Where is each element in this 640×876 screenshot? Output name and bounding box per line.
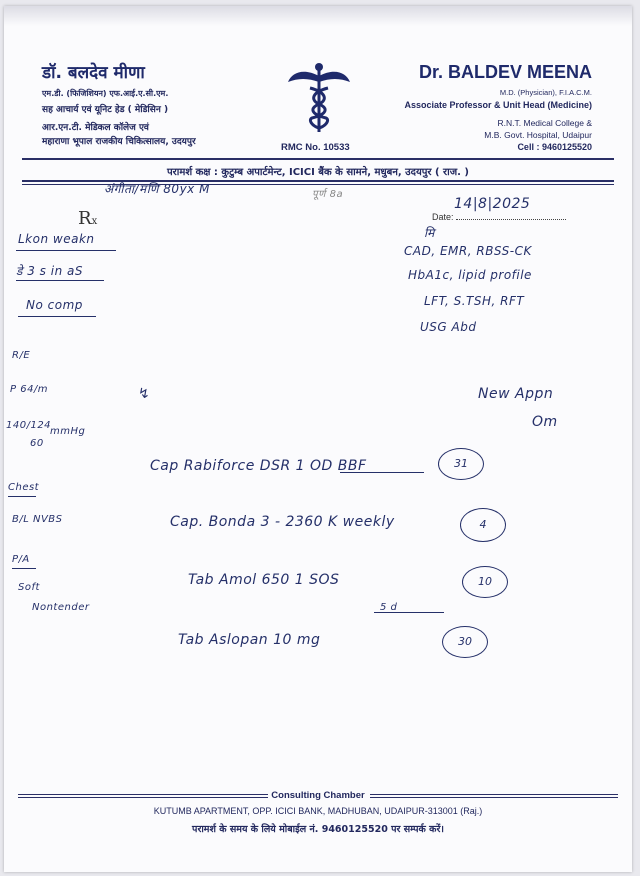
doctor-degree: M.D. (Physician), F.I.A.C.M. <box>499 88 592 97</box>
caduceus-icon <box>286 62 352 134</box>
no-complaint-underline <box>18 316 96 317</box>
complaint-underline <box>16 250 116 251</box>
footer-title: Consulting Chamber <box>271 790 365 801</box>
investigation-line-1: CAD, EMR, RBSS-CK <box>404 244 532 258</box>
date-handwritten: 14|8|2025 <box>454 196 531 212</box>
cell-number: Cell : 9460125520 <box>517 142 592 152</box>
medication-2-quantity: 4 <box>460 508 506 542</box>
gender-handwritten: मि <box>424 226 435 240</box>
hospital-hindi: महाराणा भूपाल राजकीय चिकित्सालय, उदयपुर <box>42 137 196 147</box>
paper-fold-shadow <box>4 6 632 26</box>
rx-letter: R <box>78 208 92 229</box>
duration-handwritten: डे 3 s in aS <box>16 264 83 278</box>
investigation-line-4: USG Abd <box>420 320 477 334</box>
prescription-sheet <box>4 6 632 872</box>
rx-subscript: x <box>91 216 98 227</box>
complaint-handwritten: Lkon weakn <box>18 232 95 246</box>
medication-2: Cap. Bonda 3 - 2360 K weekly <box>170 514 395 530</box>
doctor-designation: Associate Professor & Unit Head (Medicine) <box>404 100 592 110</box>
arrow-scribble: ↯ <box>138 386 151 402</box>
bp-unit: mmHg <box>50 426 86 437</box>
rmc-number: RMC No. 10533 <box>281 142 350 153</box>
doctor-designation-hindi: सह आचार्य एवं यूनिट हेड ( मेडिसिन ) <box>42 105 169 115</box>
date-line <box>456 219 566 220</box>
bp-numerator: 140/124 <box>6 420 52 431</box>
header-divider-top <box>22 158 614 160</box>
chest-label: Chest <box>8 482 40 493</box>
footer-contact-hindi: परामर्श के समय के लिये मोबाईल नं. 9460125520 पर सम्पर्क करें। <box>192 824 444 835</box>
footer-address: KUTUMB APARTMENT, OPP. ICICI BANK, MADHUBAN, UDAIPUR-313001 (Raj.) <box>153 806 483 816</box>
patient-name-handwritten: अंगीता/मणि 80yx M <box>104 182 210 196</box>
no-complaint-handwritten: No comp <box>26 298 83 312</box>
college-hindi: आर.एन.टी. मेडिकल कॉलेज एवं <box>42 123 149 133</box>
advice-line-1: New Appn <box>478 386 554 402</box>
investigation-line-3: LFT, S.TSH, RFT <box>424 294 525 308</box>
chamber-address-hindi: परामर्श कक्ष : कुटुम्ब अपार्टमेन्ट, ICICI बैंक के सामने, मधुबन, उदयपुर ( राज. ) <box>166 167 469 178</box>
doctor-degree-hindi: एम.डी. (फिजिशियन) एफ.आई.ए.सी.एम. <box>42 89 169 98</box>
advice-line-2: Om <box>532 414 558 430</box>
medication-1: Cap Rabiforce DSR 1 OD BBF <box>150 458 367 474</box>
pa-soft: Soft <box>18 582 40 593</box>
bp-denominator: 60 <box>30 438 44 449</box>
college-name: R.N.T. Medical College & <box>497 118 592 128</box>
chest-underline <box>8 496 36 497</box>
medication-4: Tab Aslopan 10 mg <box>178 632 321 648</box>
doctor-name-hindi: डॉ. बलदेव मीणा <box>42 63 145 83</box>
medication-3-quantity: 10 <box>462 566 508 598</box>
doctor-name: Dr. BALDEV MEENA <box>418 62 592 82</box>
hospital-name: M.B. Govt. Hospital, Udaipur <box>484 130 592 140</box>
medication-3-note: 5 d <box>380 602 398 613</box>
pulse-handwritten: P 64/m <box>10 384 49 395</box>
medication-1-underline <box>340 472 424 473</box>
pa-label: P/A <box>12 554 30 565</box>
medication-3: Tab Amol 650 1 SOS <box>188 572 340 588</box>
pa-nontender: Nontender <box>32 602 90 613</box>
medication-1-quantity: 31 <box>438 448 484 480</box>
medication-4-quantity: 30 <box>442 626 488 658</box>
chest-finding: B/L NVBS <box>12 514 63 525</box>
rx-symbol <box>78 208 97 229</box>
duration-underline <box>16 280 104 281</box>
investigation-line-2: HbA1c, lipid profile <box>408 268 532 282</box>
date-label: Date: <box>432 212 454 222</box>
exam-label: R/E <box>12 350 31 361</box>
pa-underline <box>12 568 36 569</box>
id-scribble: पूर्ण 8a <box>312 189 344 200</box>
medication-3-underline <box>374 612 444 613</box>
